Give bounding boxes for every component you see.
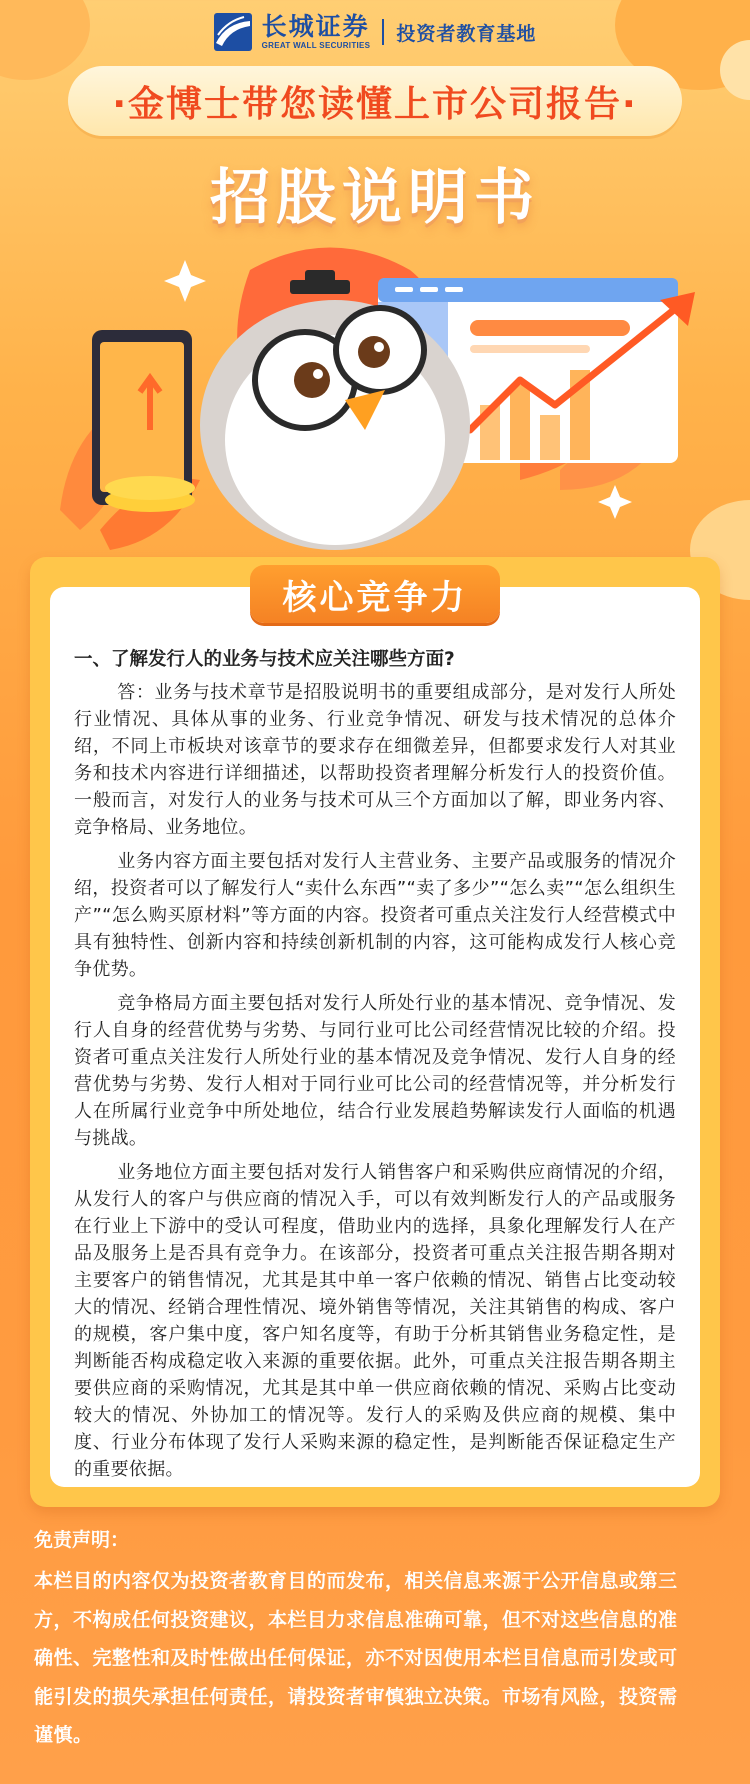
- paragraph: 业务内容方面主要包括对发行人主营业务、主要产品或服务的情况介绍，投资者可以了解发行人“卖什么东西”“卖了多少”“怎么卖”“怎么组织生产”“怎么购买原材料”等方面的内容。投资者可重点关注发行人经营模式中具有独特性、创新内容和持续创新机制的内容，这可能构成发行人核心竞争优势。: [74, 851, 676, 980]
- article-content: [74, 647, 676, 1490]
- content-card: [30, 557, 720, 1507]
- brand-divider: [382, 19, 384, 45]
- great-wall-logo-icon: [214, 13, 252, 51]
- phone-icon: [92, 330, 195, 512]
- page-title: 招股说明书: [210, 163, 540, 233]
- disclaimer: [34, 1526, 684, 1755]
- question-heading: 一、了解发行人的业务与技术应关注哪些方面?: [74, 649, 455, 670]
- brand-name: [262, 14, 371, 50]
- brand-name-cn: 长城证券: [261, 12, 370, 41]
- brand-header: [0, 8, 750, 56]
- brand-name-en: GREAT WALL SECURITIES: [261, 41, 371, 50]
- disclaimer-body: 本栏目的内容仅为投资者教育目的而发布，相关信息来源于公开信息或第三方，不构成任何投资建议，本栏目力求信息准确可靠，但不对这些信息的准确性、完整性和及时性做出任何保证，亦不对因使用本栏目信息而引发或可能引发的损失承担任何责任，请投资者审慎独立决策。市场有风险，投资需谨慎。: [34, 1570, 678, 1746]
- paragraph: 竞争格局方面主要包括对发行人所处行业的基本情况、竞争情况、发行人自身的经营优势与劣势、与同行业可比公司经营情况比较的介绍。投资者可重点关注发行人所处行业的基本情况及竞争情况、发行人自身的经营优势与劣势、发行人相对于同行业可比公司的经营情况等，并分析发行人在所属行业竞争中所处地位，结合行业发展趋势解读发行人面临的机遇与挑战。: [74, 993, 676, 1149]
- title-banner: [68, 66, 682, 136]
- brand-subtitle: 投资者教育基地: [396, 22, 537, 45]
- section-title: 核心竞争力: [282, 577, 468, 618]
- paragraph: 答：业务与技术章节是招股说明书的重要组成部分，是对发行人所处行业情况、具体从事的业务、行业竞争情况、研发与技术情况的总体介绍，不同上市板块对该章节的要求存在细微差异，但都要求发行人对其业务和技术内容进行详细描述，以帮助投资者理解分析发行人的投资价值。一般而言，对发行人的业务与技术可从三个方面加以了解，即业务内容、竞争格局、业务地位。: [74, 682, 676, 838]
- hero-illustration: [0, 230, 750, 560]
- content-card-body: [50, 587, 700, 1487]
- paragraph: 业务地位方面主要包括对发行人销售客户和采购供应商情况的介绍，从发行人的客户与供应商的情况入手，可以有效判断发行人的产品或服务在行业上下游中的受认可程度，借助业内的选择，具象化理解发行人在产品及服务上是否具有竞争力。在该部分，投资者可重点关注报告期各期对主要客户的销售情况，尤其是其中单一客户依赖的情况、销售占比变动较大的情况、经销合理性情况、境外销售等情况，关注其销售的构成、客户的规模，客户集中度，客户知名度等，有助于分析其销售业务稳定性，是判断能否构成稳定收入来源的重要依据。此外，可重点关注报告期各期主要供应商的采购情况，尤其是其中单一供应商依赖的情况、采购占比变动较大的情况、外协加工的情况等。发行人的采购及供应商的规模、集中度、行业分布体现了发行人采购来源的稳定性，是判断能否保证稳定生产的重要依据。: [74, 1162, 676, 1480]
- banner-text: ·金博士带您读懂上市公司报告·: [112, 83, 638, 125]
- section-title-tab: [250, 565, 500, 623]
- disclaimer-title: 免责声明：: [34, 1529, 130, 1551]
